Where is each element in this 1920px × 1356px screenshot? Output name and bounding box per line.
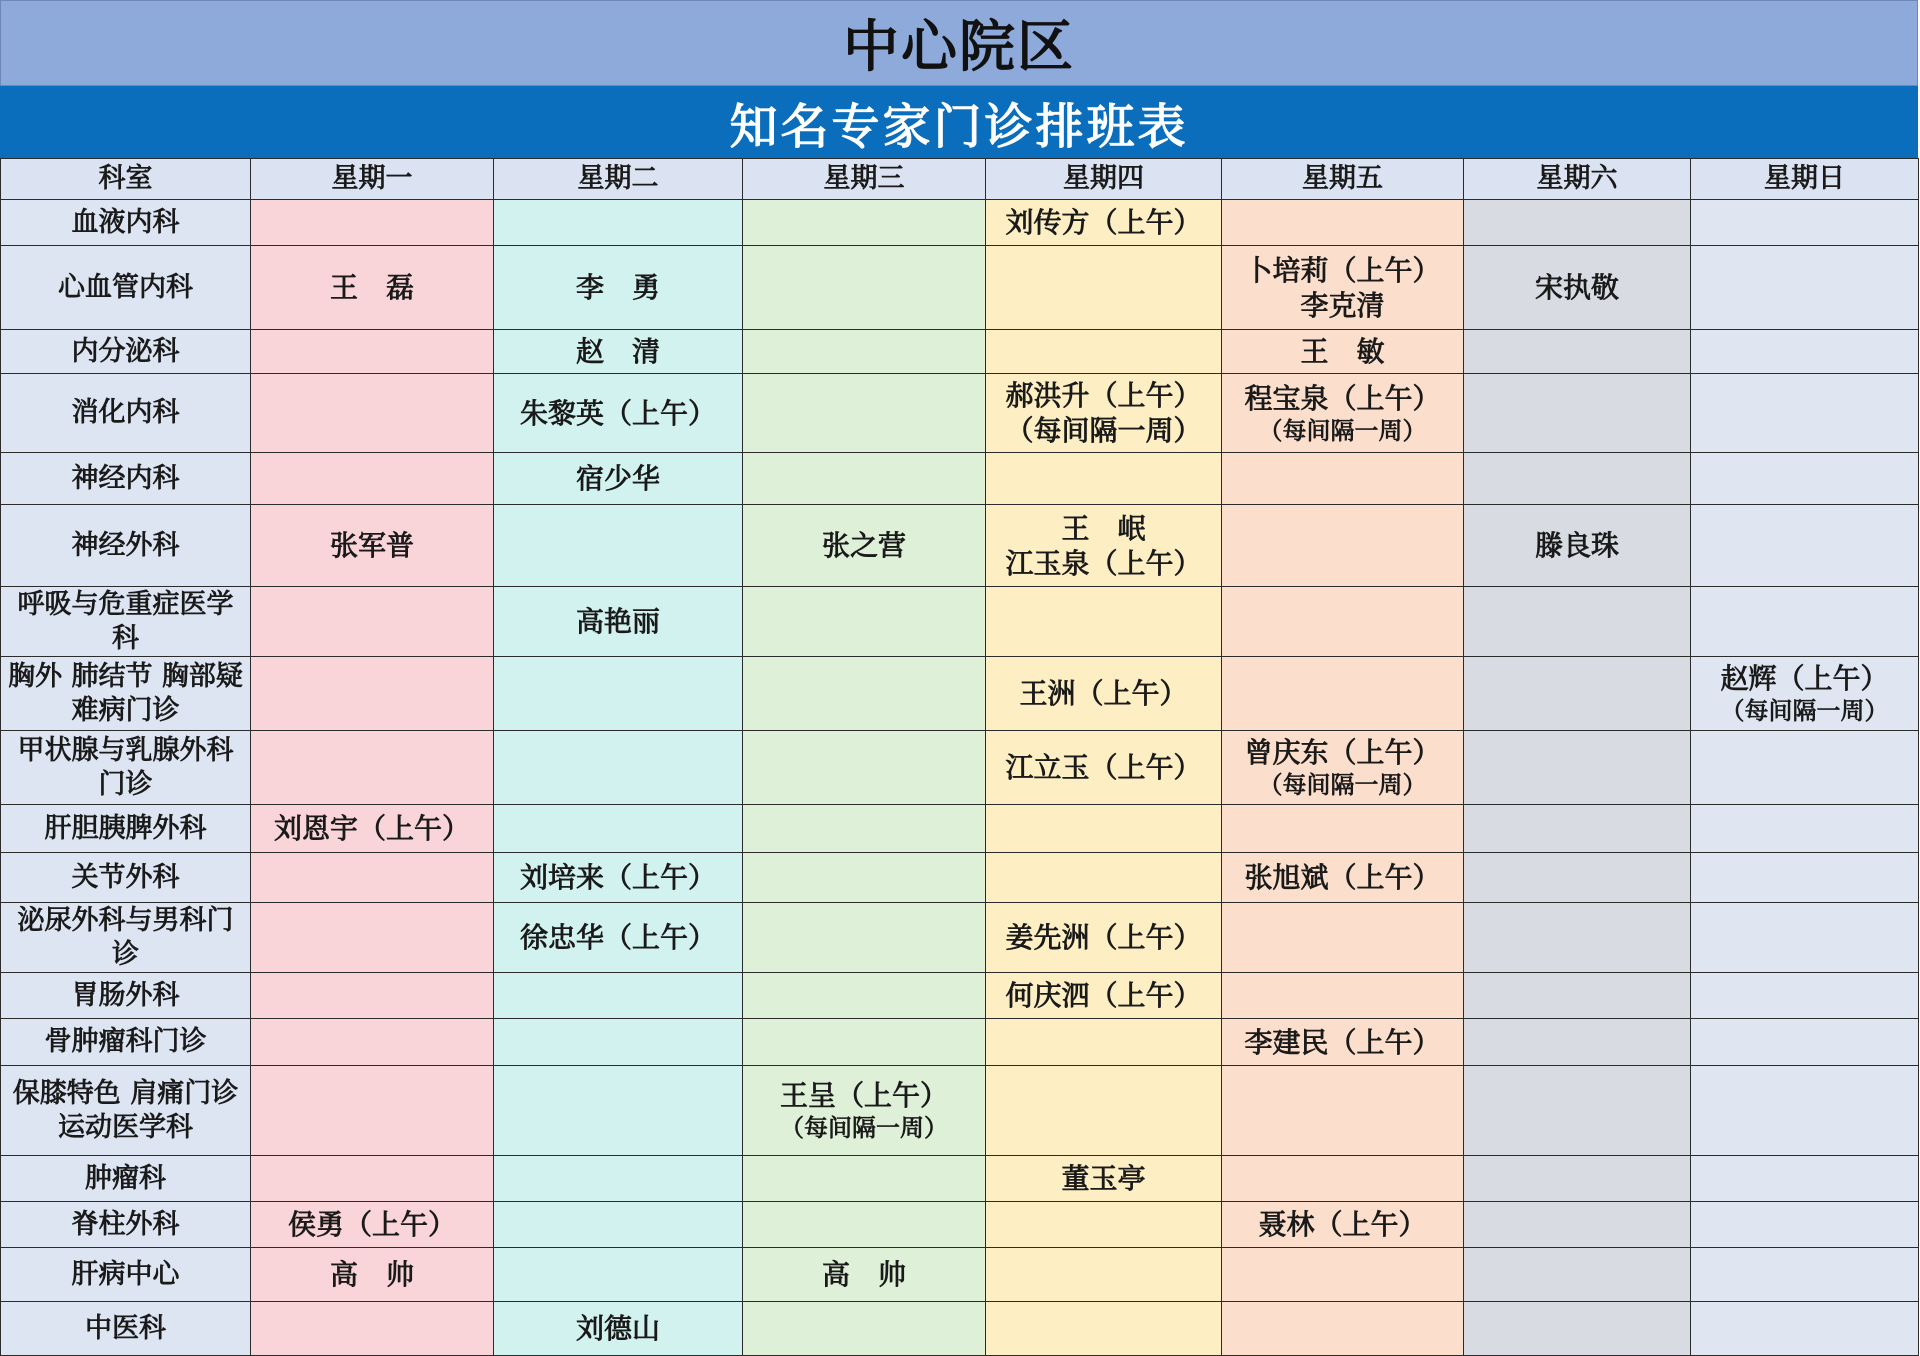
doctor-name: 宋执敬 bbox=[1534, 271, 1619, 304]
schedule-title: 知名专家门诊排班表 bbox=[0, 86, 1918, 158]
cell-thursday bbox=[986, 453, 1222, 505]
cell-monday bbox=[251, 1202, 494, 1248]
schedule-table bbox=[0, 158, 1919, 1356]
doctor-name: 王呈（上午） bbox=[779, 1079, 948, 1112]
cell-friday bbox=[1222, 853, 1464, 903]
cell-saturday bbox=[1464, 1019, 1691, 1066]
cell-monday bbox=[251, 853, 494, 903]
cell-friday bbox=[1222, 330, 1464, 374]
cell-saturday bbox=[1464, 587, 1691, 657]
doctor-name: 张之营 bbox=[821, 529, 906, 562]
cell-wednesday bbox=[743, 505, 986, 587]
cell-tuesday bbox=[494, 246, 743, 330]
header-monday: 星期一 bbox=[251, 159, 494, 200]
cell-friday bbox=[1222, 1302, 1464, 1356]
cell-saturday bbox=[1464, 1202, 1691, 1248]
cell-friday bbox=[1222, 657, 1464, 731]
cell-thursday bbox=[986, 657, 1222, 731]
cell-wednesday bbox=[743, 805, 986, 853]
doctor-name: 赵 清 bbox=[575, 335, 660, 368]
cell-friday bbox=[1222, 200, 1464, 246]
schedule-note: （每间隔一周） bbox=[1720, 697, 1889, 725]
header-saturday: 星期六 bbox=[1464, 159, 1691, 200]
cell-wednesday bbox=[743, 1156, 986, 1202]
doctor-name: 郝洪升（上午） （每间隔一周） bbox=[1005, 379, 1202, 447]
cell-tuesday bbox=[494, 731, 743, 805]
cell-tuesday bbox=[494, 853, 743, 903]
cell-friday bbox=[1222, 973, 1464, 1019]
dept-cell: 肿瘤科 bbox=[1, 1156, 251, 1202]
cell-monday bbox=[251, 1066, 494, 1156]
cell-saturday bbox=[1464, 1066, 1691, 1156]
cell-monday bbox=[251, 731, 494, 805]
cell-monday bbox=[251, 1248, 494, 1302]
header-tuesday: 星期二 bbox=[494, 159, 743, 200]
schedule-note: （每间隔一周） bbox=[1258, 771, 1427, 799]
cell-wednesday bbox=[743, 246, 986, 330]
cell-friday bbox=[1222, 1248, 1464, 1302]
cell-monday bbox=[251, 246, 494, 330]
doctor-name: 江立玉（上午） bbox=[1005, 751, 1202, 784]
cell-monday bbox=[251, 1156, 494, 1202]
cell-thursday bbox=[986, 505, 1222, 587]
cell-tuesday bbox=[494, 903, 743, 973]
header-row bbox=[1, 159, 1919, 200]
cell-sunday bbox=[1691, 973, 1919, 1019]
doctor-name: 李建民（上午） bbox=[1244, 1025, 1441, 1059]
cell-saturday bbox=[1464, 657, 1691, 731]
dept-cell: 心血管内科 bbox=[1, 246, 251, 330]
cell-friday bbox=[1222, 246, 1464, 330]
header-wednesday: 星期三 bbox=[743, 159, 986, 200]
cell-thursday bbox=[986, 1202, 1222, 1248]
dept-cell: 血液内科 bbox=[1, 200, 251, 246]
campus-title: 中心院区 bbox=[0, 0, 1918, 86]
doctor-name: 李 勇 bbox=[575, 271, 660, 304]
cell-sunday bbox=[1691, 453, 1919, 505]
dept-cell: 泌尿外科与男科门诊 bbox=[1, 903, 251, 973]
cell-sunday bbox=[1691, 903, 1919, 973]
cell-wednesday bbox=[743, 1202, 986, 1248]
cell-friday bbox=[1222, 805, 1464, 853]
doctor-name: 刘培来（上午） bbox=[519, 861, 716, 894]
cell-monday bbox=[251, 587, 494, 657]
dept-cell: 胸外 肺结节 胸部疑难病门诊 bbox=[1, 657, 251, 731]
cell-saturday bbox=[1464, 1248, 1691, 1302]
cell-sunday bbox=[1691, 657, 1919, 731]
cell-tuesday bbox=[494, 805, 743, 853]
doctor-name: 朱黎英（上午） bbox=[519, 396, 716, 430]
cell-monday bbox=[251, 805, 494, 853]
cell-thursday bbox=[986, 853, 1222, 903]
cell-monday bbox=[251, 200, 494, 246]
cell-friday bbox=[1222, 1156, 1464, 1202]
cell-tuesday bbox=[494, 1066, 743, 1156]
table-row bbox=[1, 853, 1919, 903]
cell-monday bbox=[251, 903, 494, 973]
doctor-name: 滕良珠 bbox=[1534, 529, 1619, 562]
doctor-name: 高 帅 bbox=[329, 1258, 414, 1291]
doctor-name: 王洲（上午） bbox=[1019, 677, 1188, 710]
dept-cell: 消化内科 bbox=[1, 374, 251, 453]
cell-friday bbox=[1222, 374, 1464, 453]
doctor-name: 王 磊 bbox=[329, 271, 414, 304]
doctor-name: 徐忠华（上午） bbox=[519, 921, 716, 954]
doctor-name: 董玉亭 bbox=[1061, 1162, 1146, 1195]
table-row bbox=[1, 1202, 1919, 1248]
cell-sunday bbox=[1691, 1019, 1919, 1066]
doctor-name: 侯勇（上午） bbox=[287, 1208, 456, 1241]
doctor-name: 王 岷 江玉泉（上午） bbox=[1005, 511, 1202, 580]
cell-monday bbox=[251, 1019, 494, 1066]
cell-monday bbox=[251, 453, 494, 505]
cell-sunday bbox=[1691, 200, 1919, 246]
dept-cell: 肝胆胰脾外科 bbox=[1, 805, 251, 853]
doctor-name: 何庆泗（上午） bbox=[1005, 979, 1202, 1012]
table-row bbox=[1, 1302, 1919, 1356]
cell-tuesday bbox=[494, 374, 743, 453]
cell-friday bbox=[1222, 903, 1464, 973]
cell-thursday bbox=[986, 973, 1222, 1019]
cell-thursday bbox=[986, 805, 1222, 853]
cell-friday bbox=[1222, 505, 1464, 587]
table-row bbox=[1, 1019, 1919, 1066]
cell-tuesday bbox=[494, 1156, 743, 1202]
cell-thursday bbox=[986, 1066, 1222, 1156]
cell-saturday bbox=[1464, 200, 1691, 246]
doctor-name: 高 帅 bbox=[821, 1258, 906, 1291]
cell-wednesday bbox=[743, 853, 986, 903]
cell-monday bbox=[251, 657, 494, 731]
cell-thursday bbox=[986, 1019, 1222, 1066]
cell-sunday bbox=[1691, 505, 1919, 587]
cell-tuesday bbox=[494, 973, 743, 1019]
dept-cell: 胃肠外科 bbox=[1, 973, 251, 1019]
cell-thursday bbox=[986, 200, 1222, 246]
cell-tuesday bbox=[494, 1248, 743, 1302]
cell-tuesday bbox=[494, 587, 743, 657]
cell-sunday bbox=[1691, 805, 1919, 853]
cell-monday bbox=[251, 1302, 494, 1356]
cell-thursday bbox=[986, 1156, 1222, 1202]
cell-thursday bbox=[986, 246, 1222, 330]
cell-monday bbox=[251, 505, 494, 587]
cell-saturday bbox=[1464, 903, 1691, 973]
table-row bbox=[1, 903, 1919, 973]
header-friday: 星期五 bbox=[1222, 159, 1464, 200]
cell-thursday bbox=[986, 330, 1222, 374]
cell-tuesday bbox=[494, 1302, 743, 1356]
cell-tuesday bbox=[494, 330, 743, 374]
cell-saturday bbox=[1464, 505, 1691, 587]
table-row bbox=[1, 657, 1919, 731]
doctor-name: 高艳丽 bbox=[575, 605, 660, 638]
cell-wednesday bbox=[743, 973, 986, 1019]
cell-sunday bbox=[1691, 587, 1919, 657]
cell-thursday bbox=[986, 731, 1222, 805]
dept-cell: 甲状腺与乳腺外科门诊 bbox=[1, 731, 251, 805]
cell-saturday bbox=[1464, 453, 1691, 505]
table-row bbox=[1, 1248, 1919, 1302]
dept-cell: 脊柱外科 bbox=[1, 1202, 251, 1248]
cell-saturday bbox=[1464, 330, 1691, 374]
cell-thursday bbox=[986, 903, 1222, 973]
dept-cell: 神经外科 bbox=[1, 505, 251, 587]
doctor-name: 宿少华 bbox=[575, 462, 660, 495]
header-dept: 科室 bbox=[1, 159, 251, 200]
doctor-name: 曾庆东（上午） bbox=[1244, 736, 1441, 769]
cell-tuesday bbox=[494, 200, 743, 246]
table-row bbox=[1, 805, 1919, 853]
doctor-name: 程宝泉（上午） bbox=[1244, 381, 1441, 415]
cell-friday bbox=[1222, 1202, 1464, 1248]
doctor-name: 刘恩宇（上午） bbox=[273, 812, 470, 845]
cell-sunday bbox=[1691, 330, 1919, 374]
cell-sunday bbox=[1691, 1156, 1919, 1202]
header-thursday: 星期四 bbox=[986, 159, 1222, 200]
cell-thursday bbox=[986, 587, 1222, 657]
doctor-name: 赵辉（上午） bbox=[1720, 662, 1889, 695]
cell-wednesday bbox=[743, 200, 986, 246]
table-row bbox=[1, 973, 1919, 1019]
dept-cell: 骨肿瘤科门诊 bbox=[1, 1019, 251, 1066]
doctor-name: 姜先洲（上午） bbox=[1005, 921, 1202, 954]
cell-wednesday bbox=[743, 1302, 986, 1356]
cell-saturday bbox=[1464, 1302, 1691, 1356]
cell-wednesday bbox=[743, 453, 986, 505]
cell-saturday bbox=[1464, 1156, 1691, 1202]
cell-thursday bbox=[986, 1302, 1222, 1356]
table-row bbox=[1, 587, 1919, 657]
table-row bbox=[1, 453, 1919, 505]
cell-friday bbox=[1222, 453, 1464, 505]
dept-cell: 神经内科 bbox=[1, 453, 251, 505]
doctor-name: 张军普 bbox=[329, 529, 414, 562]
cell-sunday bbox=[1691, 1302, 1919, 1356]
cell-wednesday bbox=[743, 587, 986, 657]
cell-sunday bbox=[1691, 1248, 1919, 1302]
table-row bbox=[1, 1156, 1919, 1202]
cell-saturday bbox=[1464, 973, 1691, 1019]
cell-saturday bbox=[1464, 805, 1691, 853]
cell-sunday bbox=[1691, 853, 1919, 903]
table-row bbox=[1, 505, 1919, 587]
cell-saturday bbox=[1464, 374, 1691, 453]
cell-wednesday bbox=[743, 657, 986, 731]
cell-thursday bbox=[986, 374, 1222, 453]
cell-wednesday bbox=[743, 1248, 986, 1302]
dept-cell: 肝病中心 bbox=[1, 1248, 251, 1302]
cell-friday bbox=[1222, 731, 1464, 805]
cell-sunday bbox=[1691, 1202, 1919, 1248]
cell-wednesday bbox=[743, 1019, 986, 1066]
doctor-name: 聂林（上午） bbox=[1258, 1208, 1427, 1241]
schedule-note: （每间隔一周） bbox=[780, 1114, 948, 1142]
doctor-name: 王 敏 bbox=[1300, 335, 1385, 368]
dept-cell: 中医科 bbox=[1, 1302, 251, 1356]
table-row bbox=[1, 330, 1919, 374]
cell-monday bbox=[251, 330, 494, 374]
cell-monday bbox=[251, 973, 494, 1019]
doctor-name: 刘传方（上午） bbox=[1005, 206, 1202, 239]
table-row bbox=[1, 1066, 1919, 1156]
cell-wednesday bbox=[743, 903, 986, 973]
cell-tuesday bbox=[494, 453, 743, 505]
cell-monday bbox=[251, 374, 494, 453]
doctor-name: 张旭斌（上午） bbox=[1244, 861, 1441, 894]
schedule-body bbox=[1, 200, 1919, 1356]
table-row bbox=[1, 731, 1919, 805]
cell-friday bbox=[1222, 1019, 1464, 1066]
dept-cell: 内分泌科 bbox=[1, 330, 251, 374]
dept-cell: 关节外科 bbox=[1, 853, 251, 903]
table-row bbox=[1, 374, 1919, 453]
cell-tuesday bbox=[494, 1202, 743, 1248]
schedule-note: （每间隔一周） bbox=[1258, 416, 1427, 445]
cell-friday bbox=[1222, 1066, 1464, 1156]
dept-cell: 呼吸与危重症医学科 bbox=[1, 587, 251, 657]
cell-sunday bbox=[1691, 1066, 1919, 1156]
cell-sunday bbox=[1691, 374, 1919, 453]
cell-tuesday bbox=[494, 657, 743, 731]
cell-wednesday bbox=[743, 731, 986, 805]
cell-saturday bbox=[1464, 731, 1691, 805]
cell-friday bbox=[1222, 587, 1464, 657]
table-row bbox=[1, 246, 1919, 330]
table-row bbox=[1, 200, 1919, 246]
doctor-name: 刘德山 bbox=[575, 1312, 660, 1345]
cell-sunday bbox=[1691, 246, 1919, 330]
cell-wednesday bbox=[743, 1066, 986, 1156]
cell-saturday bbox=[1464, 246, 1691, 330]
cell-wednesday bbox=[743, 330, 986, 374]
cell-saturday bbox=[1464, 853, 1691, 903]
cell-tuesday bbox=[494, 1019, 743, 1066]
cell-tuesday bbox=[494, 505, 743, 587]
cell-sunday bbox=[1691, 731, 1919, 805]
doctor-name: 卜培莉（上午） 李克清 bbox=[1244, 253, 1441, 322]
cell-wednesday bbox=[743, 374, 986, 453]
cell-thursday bbox=[986, 1248, 1222, 1302]
header-sunday: 星期日 bbox=[1691, 159, 1919, 200]
dept-cell: 保膝特色 肩痛门诊 运动医学科 bbox=[1, 1066, 251, 1156]
